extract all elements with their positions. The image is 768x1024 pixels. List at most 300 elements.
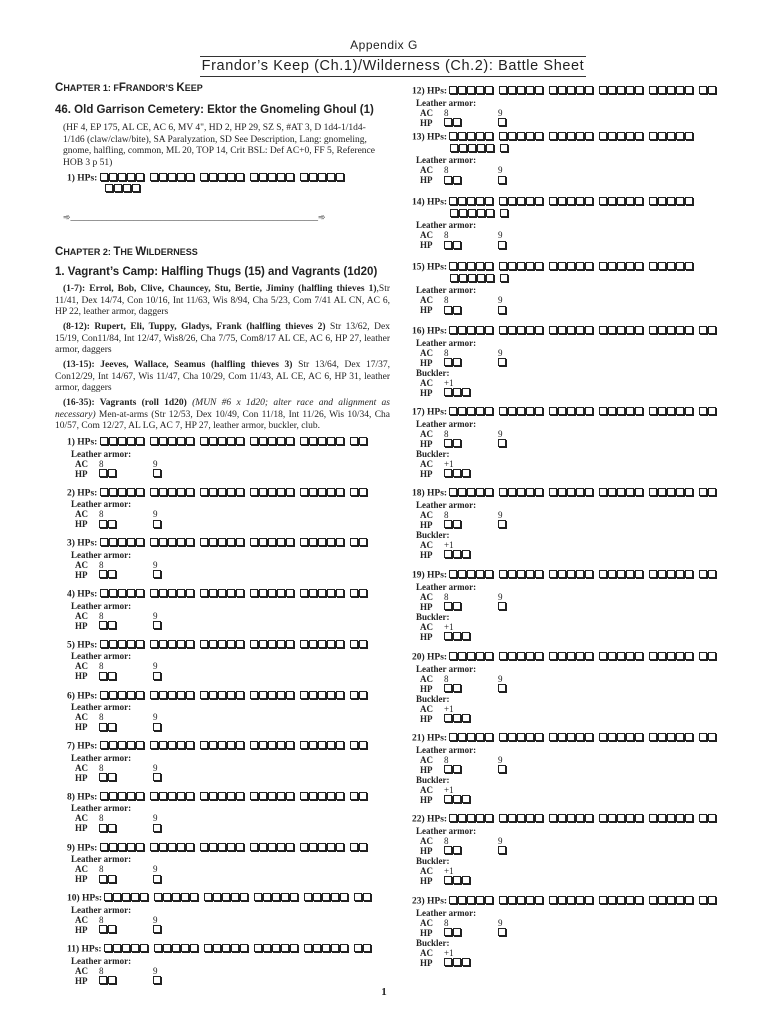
hp-checkbox[interactable] [649,896,657,904]
hp-checkbox[interactable] [136,589,144,597]
hp-checkbox[interactable] [100,741,108,749]
hp-checkbox[interactable] [499,488,507,496]
hp-checkbox[interactable] [259,741,267,749]
hp-checkbox[interactable] [236,640,244,648]
hp-checkbox[interactable] [508,488,516,496]
hp-checkbox[interactable] [250,640,258,648]
hp-checkbox[interactable] [453,684,461,692]
hp-checkbox[interactable] [259,640,267,648]
hp-checkbox[interactable] [163,893,171,901]
hp-checkbox[interactable] [458,896,466,904]
hp-checkbox[interactable] [626,407,634,415]
hp-checkbox[interactable] [658,262,666,270]
hp-checkbox[interactable] [549,652,557,660]
hp-checkbox[interactable] [277,792,285,800]
hp-checkbox[interactable] [517,488,525,496]
hp-checkbox[interactable] [227,488,235,496]
hp-checkbox[interactable] [359,843,367,851]
hp-checkbox[interactable] [526,197,534,205]
hp-checkbox[interactable] [649,814,657,822]
hp-checkbox[interactable] [336,691,344,699]
hp-checkbox[interactable] [526,262,534,270]
hp-checkbox[interactable] [508,733,516,741]
hp-checkbox[interactable] [476,896,484,904]
hp-checkbox[interactable] [136,792,144,800]
hp-checkbox[interactable] [485,652,493,660]
hp-checkbox[interactable] [508,86,516,94]
hp-checkbox[interactable] [485,132,493,140]
hp-checkbox[interactable] [676,262,684,270]
hp-checkbox[interactable] [177,843,185,851]
hp-checkbox[interactable] [99,875,107,883]
hp-checkbox[interactable] [462,795,470,803]
hp-checkbox[interactable] [350,640,358,648]
hp-checkbox[interactable] [635,86,643,94]
hp-checkbox[interactable] [209,173,217,181]
hp-checkbox[interactable] [286,173,294,181]
hp-checkbox[interactable] [453,714,461,722]
hp-checkbox[interactable] [608,132,616,140]
hp-checkbox[interactable] [350,843,358,851]
hp-checkbox[interactable] [240,893,248,901]
hp-checkbox[interactable] [236,173,244,181]
hp-checkbox[interactable] [286,843,294,851]
hp-checkbox[interactable] [181,944,189,952]
hp-checkbox[interactable] [658,86,666,94]
hp-checkbox[interactable] [100,691,108,699]
hp-checkbox[interactable] [313,893,321,901]
hp-checkbox[interactable] [118,792,126,800]
hp-checkbox[interactable] [209,437,217,445]
hp-checkbox[interactable] [359,691,367,699]
hp-checkbox[interactable] [327,843,335,851]
hp-checkbox[interactable] [327,437,335,445]
hp-checkbox[interactable] [476,326,484,334]
hp-checkbox[interactable] [109,173,117,181]
hp-checkbox[interactable] [658,326,666,334]
hp-checkbox[interactable] [277,691,285,699]
hp-checkbox[interactable] [567,570,575,578]
hp-checkbox[interactable] [635,262,643,270]
hp-checkbox[interactable] [108,824,116,832]
hp-checkbox[interactable] [150,437,158,445]
hp-checkbox[interactable] [163,944,171,952]
hp-checkbox[interactable] [685,262,693,270]
hp-checkbox[interactable] [535,652,543,660]
hp-checkbox[interactable] [453,520,461,528]
hp-checkbox[interactable] [213,893,221,901]
hp-checkbox[interactable] [585,814,593,822]
hp-checkbox[interactable] [676,86,684,94]
hp-checkbox[interactable] [309,437,317,445]
hp-checkbox[interactable] [331,893,339,901]
hp-checkboxes[interactable] [67,174,345,195]
hp-checkbox[interactable] [635,326,643,334]
hp-checkbox[interactable] [359,792,367,800]
hp-checkbox[interactable] [127,173,135,181]
hp-checkbox[interactable] [476,733,484,741]
hp-checkbox[interactable] [227,691,235,699]
hp-checkbox[interactable] [99,773,107,781]
hp-checkbox[interactable] [462,550,470,558]
hp-checkbox[interactable] [498,241,506,249]
hp-checkbox[interactable] [499,197,507,205]
hp-checkbox[interactable] [708,814,716,822]
hp-checkbox[interactable] [699,326,707,334]
hp-checkbox[interactable] [685,326,693,334]
hp-checkbox[interactable] [444,765,452,773]
hp-checkbox[interactable] [300,173,308,181]
hp-checkbox[interactable] [526,896,534,904]
hp-checkbox[interactable] [118,691,126,699]
hp-checkbox[interactable] [535,86,543,94]
hp-checkbox[interactable] [444,306,452,314]
hp-checkbox[interactable] [350,538,358,546]
hp-checkbox[interactable] [218,792,226,800]
hp-checkbox[interactable] [218,741,226,749]
hp-checkbox[interactable] [585,733,593,741]
hp-checkbox[interactable] [118,538,126,546]
hp-checkbox[interactable] [499,262,507,270]
hp-checkbox[interactable] [108,773,116,781]
hp-checkbox[interactable] [177,589,185,597]
hp-checkbox[interactable] [453,358,461,366]
hp-checkbox[interactable] [658,896,666,904]
hp-checkbox[interactable] [300,488,308,496]
hp-checkbox[interactable] [549,814,557,822]
hp-checkbox[interactable] [150,741,158,749]
hp-checkbox[interactable] [354,893,362,901]
hp-checkbox[interactable] [576,896,584,904]
hp-checkbox[interactable] [476,262,484,270]
hp-checkbox[interactable] [658,652,666,660]
hp-checkbox[interactable] [449,652,457,660]
hp-checkbox[interactable] [608,86,616,94]
hp-checkbox[interactable] [168,792,176,800]
hp-checkbox[interactable] [485,570,493,578]
hp-checkbox[interactable] [462,876,470,884]
hp-checkbox[interactable] [327,640,335,648]
hp-checkbox[interactable] [150,538,158,546]
hp-checkbox[interactable] [109,589,117,597]
hp-checkbox[interactable] [608,733,616,741]
hp-checkbox[interactable] [444,795,452,803]
hp-checkbox[interactable] [486,209,494,217]
hp-checkbox[interactable] [99,976,107,984]
hp-checkbox[interactable] [209,538,217,546]
hp-checkbox[interactable] [272,944,280,952]
hp-checkbox[interactable] [453,632,461,640]
hp-checkbox[interactable] [218,589,226,597]
hp-checkbox[interactable] [649,652,657,660]
hp-checkbox[interactable] [277,538,285,546]
hp-checkbox[interactable] [608,488,616,496]
hp-checkbox[interactable] [708,652,716,660]
hp-checkbox[interactable] [567,86,575,94]
hp-checkbox[interactable] [109,488,117,496]
hp-checkbox[interactable] [558,488,566,496]
hp-checkbox[interactable] [200,843,208,851]
hp-checkbox[interactable] [558,896,566,904]
hp-checkbox[interactable] [100,488,108,496]
hp-checkbox[interactable] [204,893,212,901]
hp-checkbox[interactable] [467,733,475,741]
hp-checkbox[interactable] [585,262,593,270]
hp-checkbox[interactable] [309,792,317,800]
hp-checkbox[interactable] [444,876,452,884]
hp-checkbox[interactable] [558,86,566,94]
hp-checkbox[interactable] [462,714,470,722]
hp-checkbox[interactable] [535,132,543,140]
hp-checkbox[interactable] [517,814,525,822]
hp-checkbox[interactable] [227,589,235,597]
hp-checkbox[interactable] [699,896,707,904]
hp-checkbox[interactable] [181,893,189,901]
hp-checkbox[interactable] [499,733,507,741]
hp-checkbox[interactable] [359,538,367,546]
hp-checkbox[interactable] [99,570,107,578]
hp-checkbox[interactable] [476,488,484,496]
hp-checkbox[interactable] [286,691,294,699]
hp-checkbox[interactable] [599,197,607,205]
hp-checkbox[interactable] [658,488,666,496]
hp-checkbox[interactable] [467,86,475,94]
hp-checkbox[interactable] [667,197,675,205]
hp-checkbox[interactable] [318,488,326,496]
hp-checkbox[interactable] [608,262,616,270]
hp-checkbox[interactable] [453,846,461,854]
hp-checkbox[interactable] [444,241,452,249]
hp-checkbox[interactable] [576,326,584,334]
hp-checkbox[interactable] [685,488,693,496]
hp-checkbox[interactable] [576,86,584,94]
hp-checkbox[interactable] [699,488,707,496]
hp-checkbox[interactable] [667,570,675,578]
hp-checkbox[interactable] [449,814,457,822]
hp-checkbox[interactable] [268,488,276,496]
hp-checkbox[interactable] [99,621,107,629]
hp-checkbox[interactable] [213,944,221,952]
hp-checkbox[interactable] [685,132,693,140]
hp-checkbox[interactable] [118,589,126,597]
hp-checkbox[interactable] [517,896,525,904]
hp-checkbox[interactable] [449,896,457,904]
hp-checkbox[interactable] [359,437,367,445]
hp-checkbox[interactable] [108,925,116,933]
hp-checkbox[interactable] [259,589,267,597]
hp-checkbox[interactable] [626,814,634,822]
hp-checkbox[interactable] [458,488,466,496]
hp-checkbox[interactable] [100,437,108,445]
hp-checkbox[interactable] [131,944,139,952]
hp-checkbox[interactable] [359,488,367,496]
hp-checkbox[interactable] [462,958,470,966]
hp-checkbox[interactable] [186,741,194,749]
hp-checkbox[interactable] [444,358,452,366]
hp-checkbox[interactable] [118,741,126,749]
hp-checkbox[interactable] [259,691,267,699]
hp-checkbox[interactable] [558,197,566,205]
hp-checkbox[interactable] [617,197,625,205]
hp-checkbox[interactable] [535,814,543,822]
hp-checkbox[interactable] [468,274,476,282]
hp-checkbox[interactable] [476,197,484,205]
hp-checkbox[interactable] [517,570,525,578]
hp-checkbox[interactable] [186,173,194,181]
hp-checkbox[interactable] [250,437,258,445]
hp-checkbox[interactable] [558,262,566,270]
hp-checkbox[interactable] [567,197,575,205]
hp-checkbox[interactable] [453,795,461,803]
hp-checkbox[interactable] [109,691,117,699]
hp-checkbox[interactable] [599,407,607,415]
hp-checkbox[interactable] [708,896,716,904]
hp-checkbox[interactable] [127,843,135,851]
hp-checkbox[interactable] [676,326,684,334]
hp-checkbox[interactable] [327,792,335,800]
hp-checkbox[interactable] [485,733,493,741]
hp-checkbox[interactable] [453,118,461,126]
hp-checkbox[interactable] [154,944,162,952]
hp-checkbox[interactable] [517,197,525,205]
hp-checkbox[interactable] [281,893,289,901]
hp-checkbox[interactable] [567,733,575,741]
hp-checkbox[interactable] [336,792,344,800]
hp-checkbox[interactable] [585,326,593,334]
hp-checkbox[interactable] [109,538,117,546]
hp-checkbox[interactable] [336,437,344,445]
hp-checkbox[interactable] [127,691,135,699]
hp-checkbox[interactable] [458,407,466,415]
hp-checkbox[interactable] [100,792,108,800]
hp-checkbox[interactable] [649,570,657,578]
hp-checkbox[interactable] [459,209,467,217]
hp-checkbox[interactable] [535,197,543,205]
hp-checkbox[interactable] [159,792,167,800]
hp-checkbox[interactable] [150,173,158,181]
hp-checkbox[interactable] [467,814,475,822]
hp-checkbox[interactable] [535,733,543,741]
hp-checkbox[interactable] [277,437,285,445]
hp-checkbox[interactable] [462,469,470,477]
hp-checkbox[interactable] [453,469,461,477]
hp-checkbox[interactable] [708,733,716,741]
hp-checkbox[interactable] [222,944,230,952]
hp-checkbox[interactable] [462,632,470,640]
hp-checkbox[interactable] [453,602,461,610]
hp-checkbox[interactable] [218,173,226,181]
hp-checkbox[interactable] [168,538,176,546]
hp-checkbox[interactable] [127,589,135,597]
hp-checkbox[interactable] [576,488,584,496]
hp-checkbox[interactable] [327,538,335,546]
hp-checkbox[interactable] [444,388,452,396]
hp-checkbox[interactable] [449,570,457,578]
hp-checkbox[interactable] [508,570,516,578]
hp-checkbox[interactable] [227,173,235,181]
hp-checkbox[interactable] [477,144,485,152]
hp-checkbox[interactable] [626,733,634,741]
hp-checkbox[interactable] [172,893,180,901]
hp-checkbox[interactable] [517,407,525,415]
hp-checkbox[interactable] [467,570,475,578]
hp-checkbox[interactable] [667,896,675,904]
hp-checkbox[interactable] [498,520,506,528]
hp-checkbox[interactable] [150,792,158,800]
hp-checkbox[interactable] [153,672,161,680]
hp-checkbox[interactable] [118,640,126,648]
hp-checkbox[interactable] [268,538,276,546]
hp-checkbox[interactable] [277,741,285,749]
hp-checkbox[interactable] [300,691,308,699]
hp-checkbox[interactable] [599,814,607,822]
hp-checkbox[interactable] [444,684,452,692]
hp-checkbox[interactable] [567,407,575,415]
hp-checkbox[interactable] [486,274,494,282]
hp-checkbox[interactable] [585,896,593,904]
hp-checkbox[interactable] [676,132,684,140]
hp-checkbox[interactable] [449,197,457,205]
hp-checkbox[interactable] [200,488,208,496]
hp-checkbox[interactable] [449,733,457,741]
hp-checkbox[interactable] [200,437,208,445]
hp-checkbox[interactable] [259,437,267,445]
hp-checkbox[interactable] [585,652,593,660]
hp-checkbox[interactable] [136,843,144,851]
hp-checkbox[interactable] [136,437,144,445]
hp-checkbox[interactable] [635,570,643,578]
hp-checkbox[interactable] [168,488,176,496]
hp-checkbox[interactable] [617,570,625,578]
hp-checkbox[interactable] [453,765,461,773]
hp-checkbox[interactable] [99,469,107,477]
hp-checkbox[interactable] [277,173,285,181]
hp-checkbox[interactable] [350,589,358,597]
hp-checkbox[interactable] [113,893,121,901]
hp-checkbox[interactable] [168,589,176,597]
hp-checkbox[interactable] [617,86,625,94]
hp-checkbox[interactable] [617,407,625,415]
hp-checkbox[interactable] [186,488,194,496]
hp-checkbox[interactable] [658,407,666,415]
hp-checkbox[interactable] [340,893,348,901]
hp-checkbox[interactable] [517,86,525,94]
hp-checkbox[interactable] [277,843,285,851]
hp-checkbox[interactable] [608,814,616,822]
hp-checkbox[interactable] [327,173,335,181]
hp-checkbox[interactable] [159,488,167,496]
hp-checkbox[interactable] [498,602,506,610]
hp-checkbox[interactable] [626,896,634,904]
hp-checkbox[interactable] [558,132,566,140]
hp-checkbox[interactable] [485,326,493,334]
hp-checkbox[interactable] [209,640,217,648]
hp-checkbox[interactable] [259,538,267,546]
hp-checkbox[interactable] [567,262,575,270]
hp-checkbox[interactable] [350,691,358,699]
hp-checkbox[interactable] [286,741,294,749]
hp-checkbox[interactable] [236,589,244,597]
hp-checkbox[interactable] [118,437,126,445]
hp-checkbox[interactable] [359,741,367,749]
hp-checkbox[interactable] [177,173,185,181]
hp-checkbox[interactable] [508,326,516,334]
hp-checkbox[interactable] [526,86,534,94]
hp-checkbox[interactable] [444,118,452,126]
hp-checkbox[interactable] [535,488,543,496]
hp-checkbox[interactable] [100,589,108,597]
hp-checkbox[interactable] [626,652,634,660]
